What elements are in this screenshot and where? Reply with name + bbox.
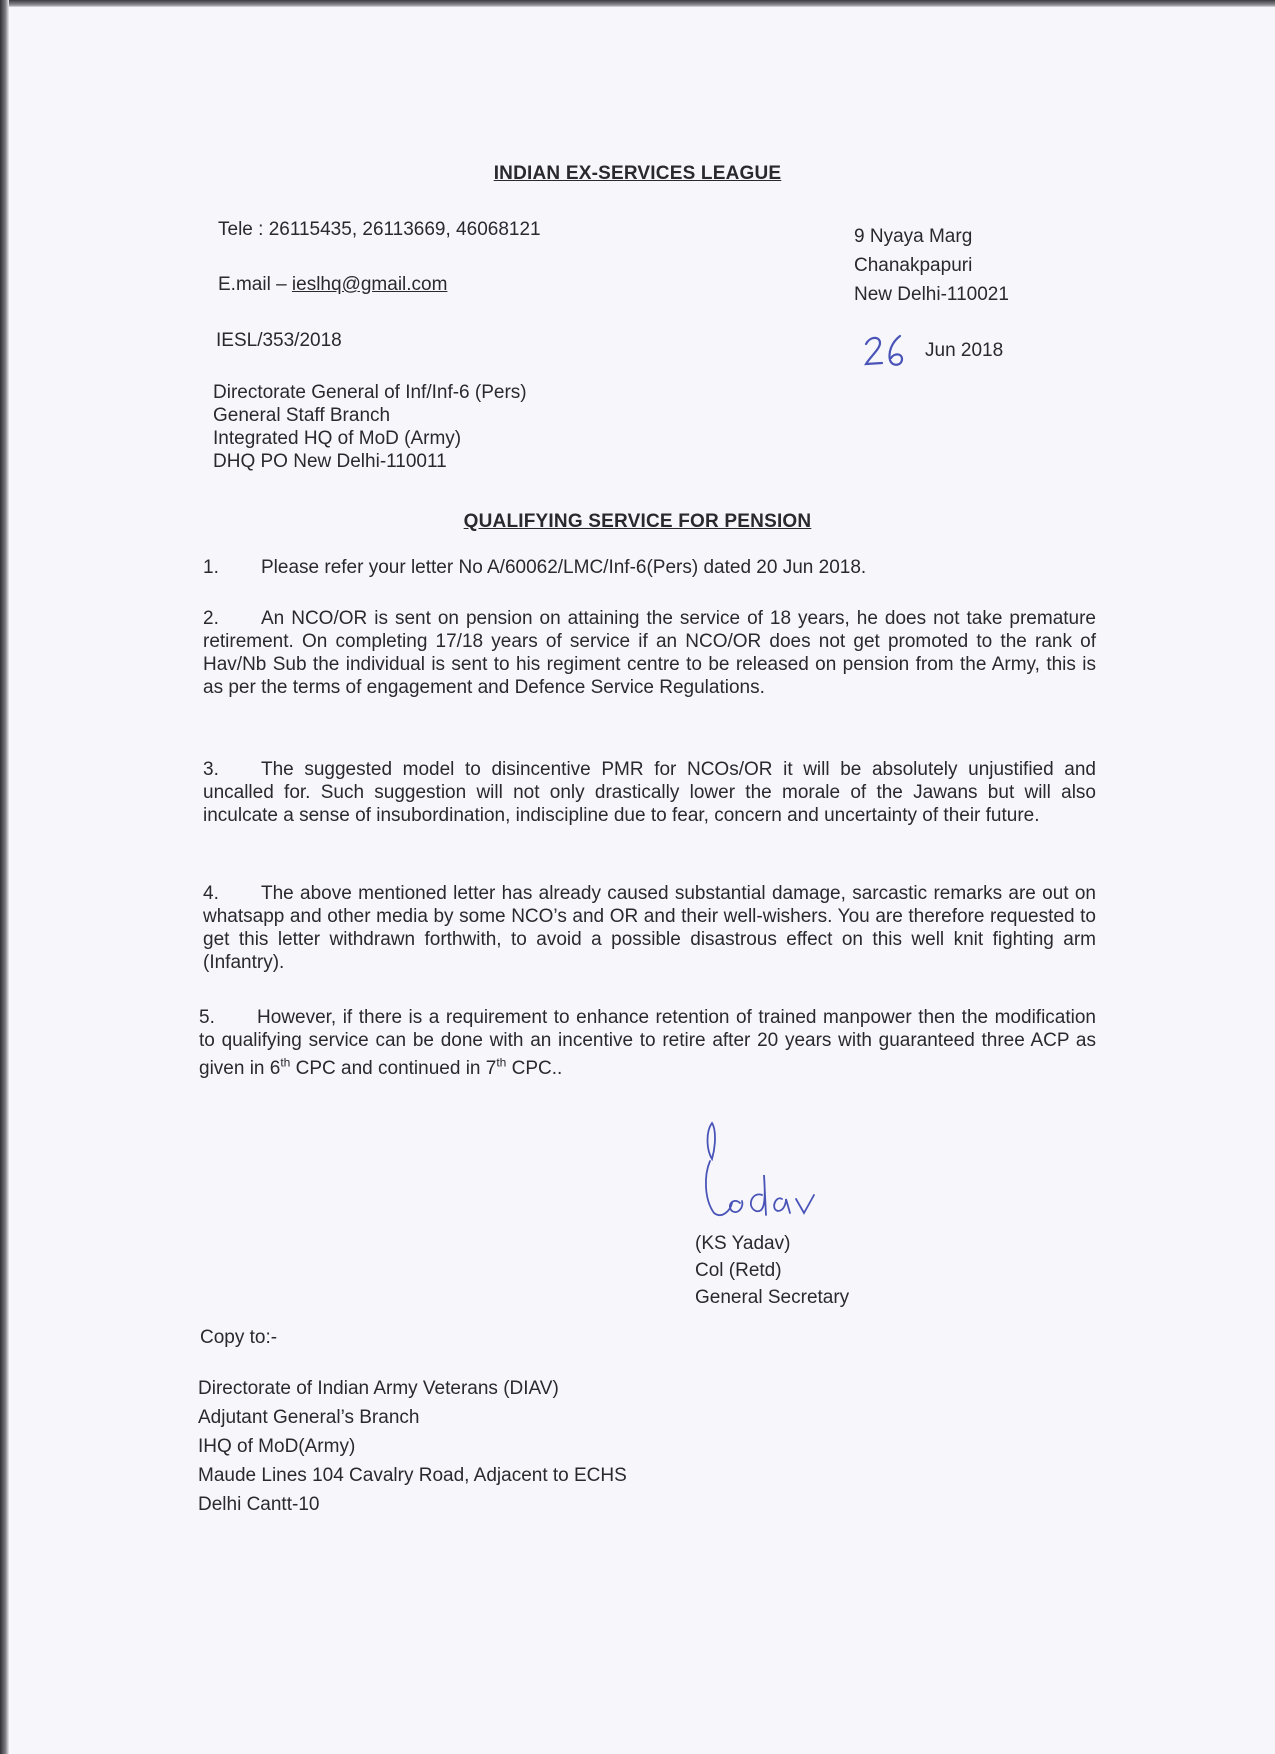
email-link[interactable]: ieslhq@gmail.com — [291, 274, 448, 295]
telephone-line: Tele : 26115435, 26113669, 46068121 — [218, 219, 541, 240]
copy-to-line: Directorate of Indian Army Veterans (DIAV) — [198, 1378, 559, 1399]
paragraph-3 — [203, 758, 1096, 827]
signatory-designation: General Secretary — [695, 1287, 850, 1308]
scan-edge-top — [0, 0, 1275, 7]
copy-to-label: Copy to:- — [200, 1327, 278, 1348]
handwritten-signature — [700, 1115, 830, 1230]
address-line: 9 Nyaya Marg — [854, 226, 973, 247]
paragraph-number: 1. — [203, 557, 219, 578]
paragraph-number: 2. — [203, 608, 219, 629]
organization-heading: INDIAN EX-SERVICES LEAGUE — [493, 163, 782, 184]
paragraph-1 — [203, 556, 1096, 579]
paragraph-text: Please refer your letter No A/60062/LMC/Inf-6(Pers) dated 20 Jun 2018. — [261, 557, 867, 578]
copy-to-line: IHQ of MoD(Army) — [198, 1436, 356, 1457]
handwritten-date-day — [862, 330, 922, 374]
letter-date: Jun 2018 — [925, 340, 1004, 361]
signature-block — [695, 1230, 849, 1311]
paragraph-number: 3. — [203, 759, 219, 780]
paragraph-5 — [199, 1006, 1096, 1080]
paragraph-text-part: CPC.. — [506, 1058, 563, 1080]
email-line — [218, 274, 447, 296]
address-line: New Delhi-110021 — [854, 284, 1009, 305]
paragraph-text: The above mentioned letter has already caused substantial damage, sarcastic remarks are out on whatsapp and other media by some NCO’s and OR and their well-wishers. You are therefore requested to get this letter withdrawn forthwith, to avoid a possible disastrous effect on this well knit fighting arm (Infantry). — [203, 883, 1096, 973]
copy-to-line: Maude Lines 104 Cavalry Road, Adjacent to ECHS — [198, 1465, 627, 1486]
email-prefix: E.mail – — [218, 274, 292, 295]
paragraph-text-part: However, if there is a requirement to enhance retention of trained manpower then the modification to qualifying service can be done with an incentive to retire after 20 years with guaranteed three ACP as given in 6 — [199, 1007, 1096, 1080]
scan-edge-left — [0, 0, 9, 1754]
recipient-line: Integrated HQ of MoD (Army) — [213, 428, 462, 449]
copy-to-line: Adjutant General’s Branch — [198, 1407, 420, 1428]
superscript: th — [280, 1056, 291, 1070]
paragraph-2 — [203, 607, 1096, 699]
paragraph-4 — [203, 882, 1096, 974]
recipient-address — [213, 381, 527, 473]
paragraph-number: 5. — [199, 1007, 215, 1028]
recipient-line: General Staff Branch — [213, 405, 391, 426]
paragraph-text: The suggested model to disincentive PMR for NCOs/OR it will be absolutely unjustified and uncalled for. Such suggestion will not only drastically lower the morale of the Jawans but will also inculcate a sense of insubordination, indiscipline due to fear, concern and uncertainty of their future. — [203, 759, 1096, 826]
paragraph-text-part: CPC and continued in 7 — [290, 1058, 497, 1080]
reference-number: IESL/353/2018 — [216, 330, 342, 351]
copy-to-list — [198, 1374, 627, 1519]
address-line: Chanakpapuri — [854, 255, 973, 276]
paragraph-text: An NCO/OR is sent on pension on attaining the service of 18 years, he does not take premature retirement. On completing 17/18 years of service if an NCO/OR does not get promoted to the rank of Hav/Nb Sub the individual is sent to his regiment centre to be released on pension from the Army, this is as per the terms of engagement and Defence Service Regulations. — [203, 608, 1096, 698]
recipient-line: DHQ PO New Delhi-110011 — [213, 451, 447, 472]
copy-to-line: Delhi Cantt-10 — [198, 1494, 320, 1515]
paragraph-text — [199, 1007, 1096, 1079]
signatory-rank: Col (Retd) — [695, 1260, 782, 1281]
paragraph-number: 4. — [203, 883, 219, 904]
superscript: th — [496, 1056, 507, 1070]
recipient-line: Directorate General of Inf/Inf-6 (Pers) — [213, 382, 527, 403]
subject-heading: QUALIFYING SERVICE FOR PENSION — [463, 511, 812, 532]
signatory-name: (KS Yadav) — [695, 1233, 791, 1254]
sender-address — [854, 222, 1009, 309]
